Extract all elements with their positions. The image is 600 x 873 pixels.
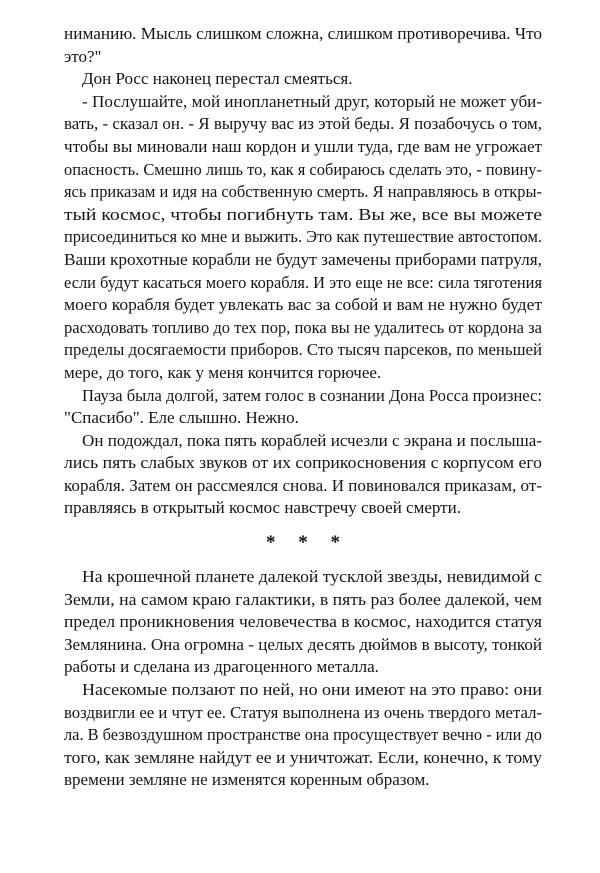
text-line: правляясь в открытый космос навстречу своей смерти. bbox=[64, 498, 461, 518]
text-line: присоединиться ко мне и выжить. Это как путешествие автостопом. bbox=[64, 227, 542, 247]
text-line: предел проникновения человечества в космос, находится статуя bbox=[64, 612, 542, 632]
text-line: лись пять слабых звуков от их соприкосновения с корпусом его bbox=[64, 453, 542, 473]
text-line: тый космос, чтобы погибнуть там. Вы же, все вы можете bbox=[64, 204, 542, 224]
text-line: если будут касаться моего корабля. И это еще не все: сила тяготения bbox=[64, 272, 542, 292]
text-line: корабля. Затем он рассмеялся снова. И повиновался приказам, от- bbox=[64, 475, 542, 495]
text-line: ниманию. Мысль слишком сложна, слишком противоречива. Что bbox=[64, 24, 542, 43]
text-line: мере, до того, как у меня кончится горючее. bbox=[64, 362, 382, 382]
text-line: пределы досягаемости приборов. Сто тысяч парсеков, по меньшей bbox=[64, 340, 542, 360]
text-line: опасность. Смешно лишь то, как я собираюсь сделать это, - повину- bbox=[64, 159, 542, 179]
text-line: - Послушайте, мой инопланетный друг, который не может уби- bbox=[82, 91, 542, 111]
text-line: Насекомые ползают по ней, но они имеют на это право: они bbox=[82, 680, 542, 700]
text-block bbox=[64, 23, 542, 792]
text-line: "Спасибо". Еле слышно. Нежно. bbox=[64, 408, 299, 428]
text-line: воздвигли ее и чтут ее. Статуя выполнена из очень твердого метал- bbox=[64, 702, 542, 722]
text-line: моего корабля будет увлекать вас за собой и вам не нужно будет bbox=[64, 295, 542, 315]
text-line: ясь приказам и идя на собственную смерть. Я направляюсь в откры- bbox=[64, 182, 542, 202]
text-line: это?" bbox=[64, 46, 102, 66]
text-line: Землянина. Она огромна - целых десять дюймов в высоту, тонкой bbox=[64, 634, 542, 654]
text-line: Он подождал, пока пять кораблей исчезли с экрана и послыша- bbox=[82, 430, 542, 450]
text-line: Пауза была долгой, затем голос в сознании Дона Росса произнес: bbox=[82, 385, 542, 405]
text-line: чтобы вы миновали наш кордон и ушли туда, где вам не угрожает bbox=[64, 136, 542, 156]
text-line: На крошечной планете далекой тусклой звезды, невидимой с bbox=[82, 567, 542, 587]
text-line: ла. В безвоздушном пространстве она просуществует вечно - или до bbox=[64, 725, 542, 745]
section-separator: * * * bbox=[266, 532, 349, 554]
text-line: Ваши крохотные корабли не будут замечены приборами патруля, bbox=[64, 249, 542, 269]
text-line: Дон Росс наконец перестал смеяться. bbox=[82, 69, 353, 89]
text-line: времени земляне не изменятся коренным образом. bbox=[64, 770, 430, 790]
text-line: Земли, на самом краю галактики, в пять раз более далекой, чем bbox=[64, 589, 542, 609]
text-line: того, как земляне найдут ее и уничтожат. Если, конечно, к тому bbox=[64, 747, 542, 767]
text-line: расходовать топливо до тех пор, пока вы не удалитесь от кордона за bbox=[64, 317, 542, 337]
text-line: вать, - сказал он. - Я выручу вас из этой беды. Я позабочусь о том, bbox=[64, 114, 542, 134]
text-line: работы и сделана из драгоценного металла. bbox=[64, 657, 379, 677]
